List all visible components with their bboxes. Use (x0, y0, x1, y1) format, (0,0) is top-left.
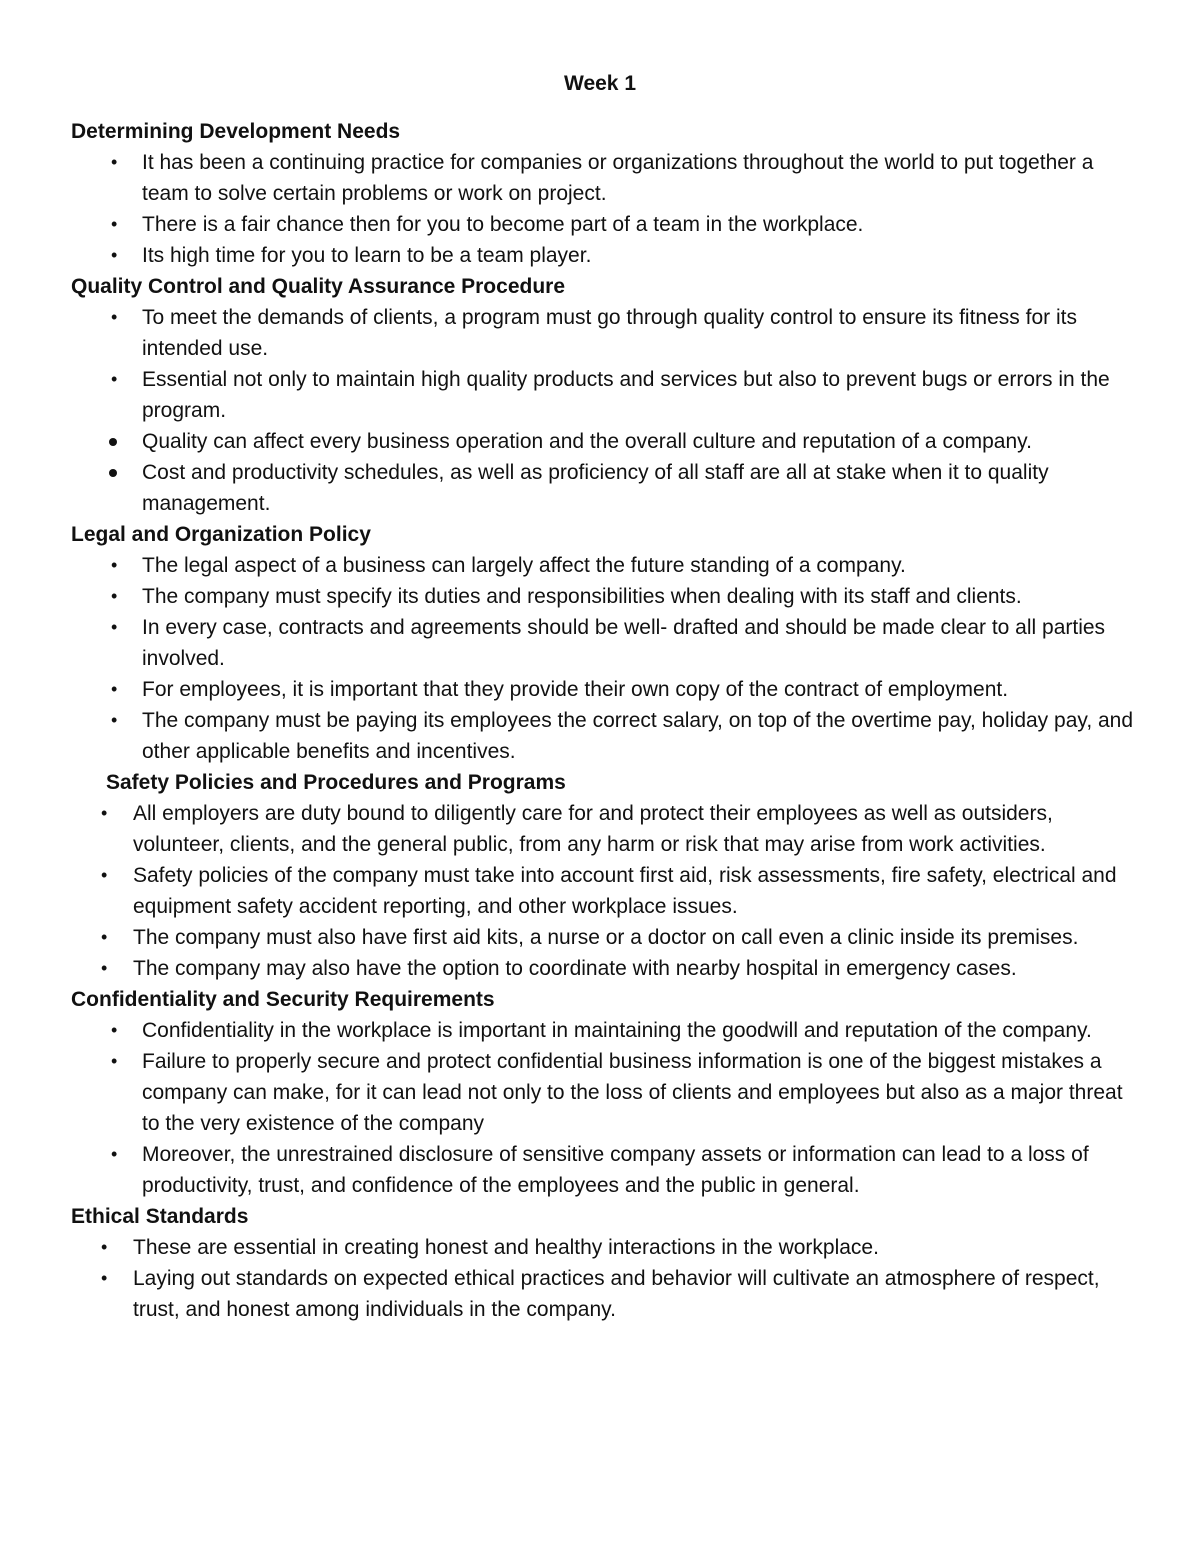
list-item: • Laying out standards on expected ethical practices and behavior will cultivate an atmosphere of respect, trust, and honest among individuals in the company. (71, 1263, 1141, 1325)
section-quality-control (71, 271, 1141, 519)
round-bullet-icon (109, 438, 117, 446)
list-item: • Essential not only to maintain high quality products and services but also to prevent bugs or errors in the program. (71, 364, 1141, 426)
section-ethical-standards (71, 1201, 1141, 1325)
list-item: • The legal aspect of a business can largely affect the future standing of a company. (71, 550, 1141, 581)
section-development-needs (71, 116, 1141, 271)
document-title: Week 1 (564, 72, 636, 95)
section-heading: Quality Control and Quality Assurance Procedure (71, 275, 566, 298)
section-safety-policies (71, 767, 1141, 984)
list-item: • These are essential in creating honest and healthy interactions in the workplace. (71, 1232, 1141, 1263)
bullet-list (71, 302, 1141, 519)
bullet-icon: • (111, 307, 118, 327)
bullet-icon: • (111, 1020, 118, 1040)
section-heading: Safety Policies and Procedures and Programs (106, 771, 566, 794)
bullet-icon: • (101, 803, 108, 823)
list-item: • In every case, contracts and agreements should be well- drafted and should be made clear to all parties involved. (71, 612, 1141, 674)
bullet-icon: • (101, 865, 108, 885)
bullet-icon: • (101, 1237, 108, 1257)
bullet-list (71, 1015, 1141, 1201)
list-item: • To meet the demands of clients, a program must go through quality control to ensure its fitness for its intended use. (71, 302, 1141, 364)
list-item: • The company must be paying its employees the correct salary, on top of the overtime pay, holiday pay, and other applicable benefits and incentives. (71, 705, 1141, 767)
bullet-icon: • (111, 586, 118, 606)
list-item: Cost and productivity schedules, as well as proficiency of all staff are all at stake when it to quality management. (71, 457, 1141, 519)
list-item: • All employers are duty bound to diligently care for and protect their employees as well as outsiders, volunteer, clients, and the general public, from any harm or risk that may arise from work activities. (71, 798, 1141, 860)
bullet-icon: • (111, 214, 118, 234)
list-item: Quality can affect every business operation and the overall culture and reputation of a company. (71, 426, 1141, 457)
section-heading: Determining Development Needs (71, 120, 401, 143)
bullet-icon: • (111, 369, 118, 389)
section-heading: Legal and Organization Policy (71, 523, 371, 546)
list-item: • Moreover, the unrestrained disclosure of sensitive company assets or information can lead to a loss of productivity, trust, and confidence of the employees and the public in general. (71, 1139, 1141, 1201)
bullet-icon: • (111, 555, 118, 575)
list-item: • Its high time for you to learn to be a team player. (71, 240, 1141, 271)
bullet-icon: • (101, 958, 108, 978)
list-item: • It has been a continuing practice for companies or organizations throughout the world to put together a team to solve certain problems or work on project. (71, 147, 1141, 209)
section-heading: Confidentiality and Security Requirements (71, 988, 495, 1011)
list-item: • For employees, it is important that they provide their own copy of the contract of employment. (71, 674, 1141, 705)
bullet-icon: • (111, 679, 118, 699)
bullet-list (71, 550, 1141, 767)
bullet-icon: • (101, 1268, 108, 1288)
bullet-list (71, 147, 1141, 271)
section-confidentiality (71, 984, 1141, 1201)
list-item: • The company may also have the option to coordinate with nearby hospital in emergency cases. (71, 953, 1141, 984)
list-item: • The company must specify its duties and responsibilities when dealing with its staff and clients. (71, 581, 1141, 612)
bullet-icon: • (111, 245, 118, 265)
bullet-icon: • (111, 1051, 118, 1071)
document-body (71, 116, 1141, 1325)
list-item: • Failure to properly secure and protect confidential business information is one of the biggest mistakes a company can make, for it can lead not only to the loss of clients and employees but also as a major threat to the very existence of the company (71, 1046, 1141, 1139)
section-legal-policy (71, 519, 1141, 767)
bullet-list (71, 1232, 1141, 1325)
list-item: • There is a fair chance then for you to become part of a team in the workplace. (71, 209, 1141, 240)
list-item: • Confidentiality in the workplace is important in maintaining the goodwill and reputation of the company. (71, 1015, 1141, 1046)
list-item: • The company must also have first aid kits, a nurse or a doctor on call even a clinic inside its premises. (71, 922, 1141, 953)
bullet-icon: • (111, 1144, 118, 1164)
section-heading: Ethical Standards (71, 1205, 249, 1228)
bullet-list (71, 798, 1141, 984)
bullet-icon: • (111, 152, 118, 172)
bullet-icon: • (111, 617, 118, 637)
round-bullet-icon (109, 469, 117, 477)
bullet-icon: • (101, 927, 108, 947)
list-item: • Safety policies of the company must take into account first aid, risk assessments, fire safety, electrical and equipment safety accident reporting, and other workplace issues. (71, 860, 1141, 922)
bullet-icon: • (111, 710, 118, 730)
